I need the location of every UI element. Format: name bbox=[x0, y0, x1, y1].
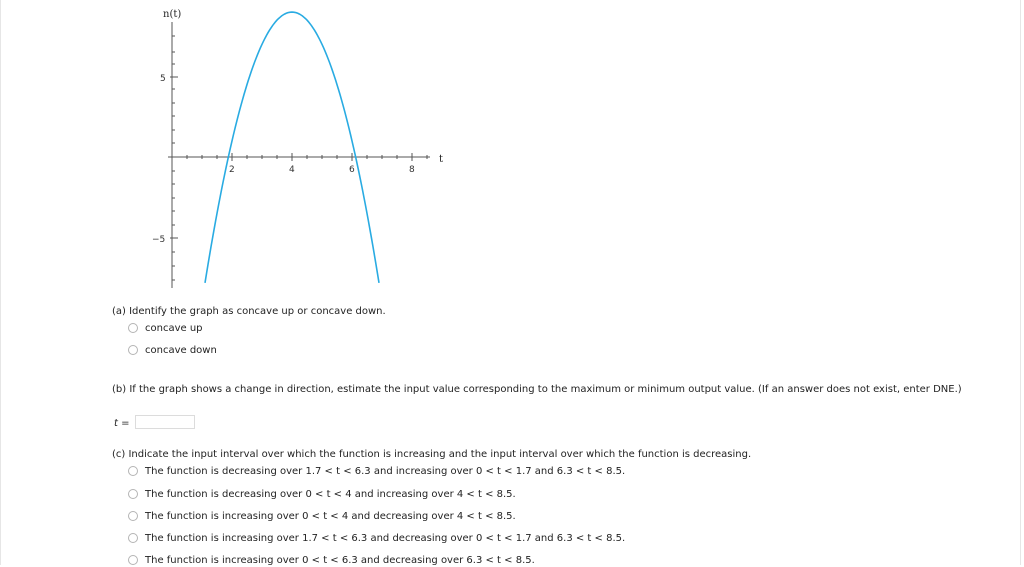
option-c-2[interactable] bbox=[128, 487, 516, 501]
y-tick-label-5: 5 bbox=[160, 74, 166, 84]
parabola-curve bbox=[205, 12, 379, 283]
x-tick-label-2: 2 bbox=[229, 165, 235, 175]
x-tick-label-8: 8 bbox=[409, 165, 415, 175]
radio-button[interactable] bbox=[128, 533, 138, 543]
radio-button[interactable] bbox=[128, 489, 138, 499]
radio-button[interactable] bbox=[128, 345, 138, 355]
t-input-label: t = bbox=[114, 418, 130, 429]
option-c-3[interactable] bbox=[128, 509, 516, 523]
option-label: The function is increasing over 0 < t < 4 and decreasing over 4 < t < 8.5. bbox=[145, 510, 516, 522]
option-c-4[interactable] bbox=[128, 531, 625, 545]
right-border bbox=[1020, 0, 1021, 565]
question-c: (c) Indicate the input interval over which the function is increasing and the input interval over which the function is decreasing. bbox=[112, 449, 752, 460]
option-label: The function is decreasing over 0 < t < 4 and increasing over 4 < t < 8.5. bbox=[145, 488, 516, 500]
left-border bbox=[0, 0, 1, 565]
option-concave-down[interactable] bbox=[128, 343, 217, 357]
option-label: concave up bbox=[145, 322, 203, 334]
option-concave-up[interactable] bbox=[128, 321, 203, 335]
x-axis-label: t bbox=[439, 154, 444, 165]
question-a: (a) Identify the graph as concave up or concave down. bbox=[112, 306, 386, 317]
y-axis-label: n(t) bbox=[163, 9, 182, 20]
radio-button[interactable] bbox=[128, 466, 138, 476]
question-b: (b) If the graph shows a change in direction, estimate the input value corresponding to the maximum or minimum output value. (If an answer does not exist, enter DNE.) bbox=[112, 384, 962, 395]
radio-button[interactable] bbox=[128, 323, 138, 333]
option-label: The function is decreasing over 1.7 < t < 6.3 and increasing over 0 < t < 1.7 and 6.3 < t < 8.5. bbox=[145, 465, 626, 477]
y-tick-label-neg5: −5 bbox=[152, 235, 166, 245]
option-label: concave down bbox=[145, 344, 217, 356]
radio-button[interactable] bbox=[128, 511, 138, 521]
radio-button[interactable] bbox=[128, 555, 138, 565]
option-c-1[interactable] bbox=[128, 464, 625, 478]
x-tick-label-6: 6 bbox=[349, 165, 355, 175]
option-label: The function is increasing over 0 < t < 6.3 and decreasing over 6.3 < t < 8.5. bbox=[145, 554, 535, 566]
function-graph bbox=[140, 0, 450, 295]
x-tick-label-4: 4 bbox=[289, 165, 295, 175]
option-label: The function is increasing over 1.7 < t < 6.3 and decreasing over 0 < t < 1.7 and 6.3 < t < 8.5. bbox=[145, 532, 626, 544]
t-answer-input[interactable] bbox=[135, 415, 195, 429]
